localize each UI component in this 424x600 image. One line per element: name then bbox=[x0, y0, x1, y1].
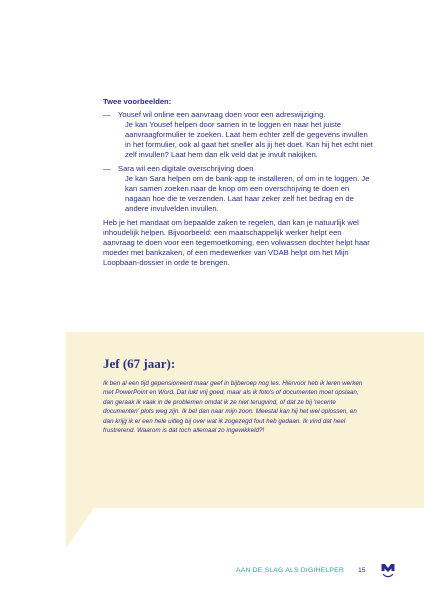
quote-text: Ik ben al een tijd gepensioneerd maar geef in bijberoep nog les. Hiervoor heb ik leren werken met PowerPoint en Word. Dat lukt vrij goed, maar als ik foto's of documenten moet opslaan, dan geraak ik vaak in de problemen omdat ik ze niet terugvind, of dat ze bij 'recente documenten' plots weg zijn. Ik bel dan naar mijn zoon. Meestal kan hij het wel oplossen, en dan krijg ik er een hele uitleg bij over wat ik zogezegd fout heb gedaan. Ik vind dat heel frustrerend. Waarom is dat toch allemaal zo ingewikkeld?! bbox=[103, 380, 363, 435]
list-item-body: Je kan Sara helpen om de bank-app te installeren, of om in te loggen. Je kan samen zoeken naar de knop om een overschrijving te doen en nagaan hoe die te verzenden. Laat haar zeker zelf het bedrag en de andere invulvelden invullen. bbox=[125, 174, 370, 213]
list-item bbox=[103, 110, 373, 160]
section-heading: Twee voorbeelden: bbox=[103, 97, 172, 106]
m-logo-icon bbox=[380, 562, 396, 578]
dash-bullet: — bbox=[103, 110, 111, 119]
list-item-title: Sara wil een digitale overschrijving doen bbox=[118, 164, 254, 173]
list-item bbox=[103, 164, 373, 214]
list-item-title: Yousef wil online een aanvraag doen voor een adreswijziging. bbox=[118, 110, 326, 119]
quote-box-tail bbox=[66, 508, 94, 548]
dash-bullet: — bbox=[103, 164, 111, 173]
page-number: 15 bbox=[358, 567, 366, 574]
body-paragraph: Heb je het mandaat om bepaalde zaken te regelen, dan kan je natuurlijk wel inhoudelijk helpen. Bijvoorbeeld: een maatschappelijk werker helpt een aanvraag te doen voor een tegemoetkoming, een volwassen dochter helpt haar moeder met bankzaken, of een medewerker van VDAB helpt om het Mijn Loopbaan-dossier in orde te brengen. bbox=[103, 218, 370, 267]
main-content bbox=[103, 97, 373, 268]
list-item-body: Je kan Yousef helpen door samen in te loggen en naar het juiste aanvraagformulier te zoeken. Laat hem echter zelf de gegevens invullen in het formulier, ook al gaat het sneller als jij het doet. Kan hij het echt niet zelf invullen? Laat hem dan elk veld dat je invult nakijken. bbox=[125, 120, 373, 159]
quote-title: Jef (67 jaar): bbox=[103, 356, 176, 371]
footer-label: AAN DE SLAG ALS DIGIHELPER bbox=[236, 567, 344, 574]
